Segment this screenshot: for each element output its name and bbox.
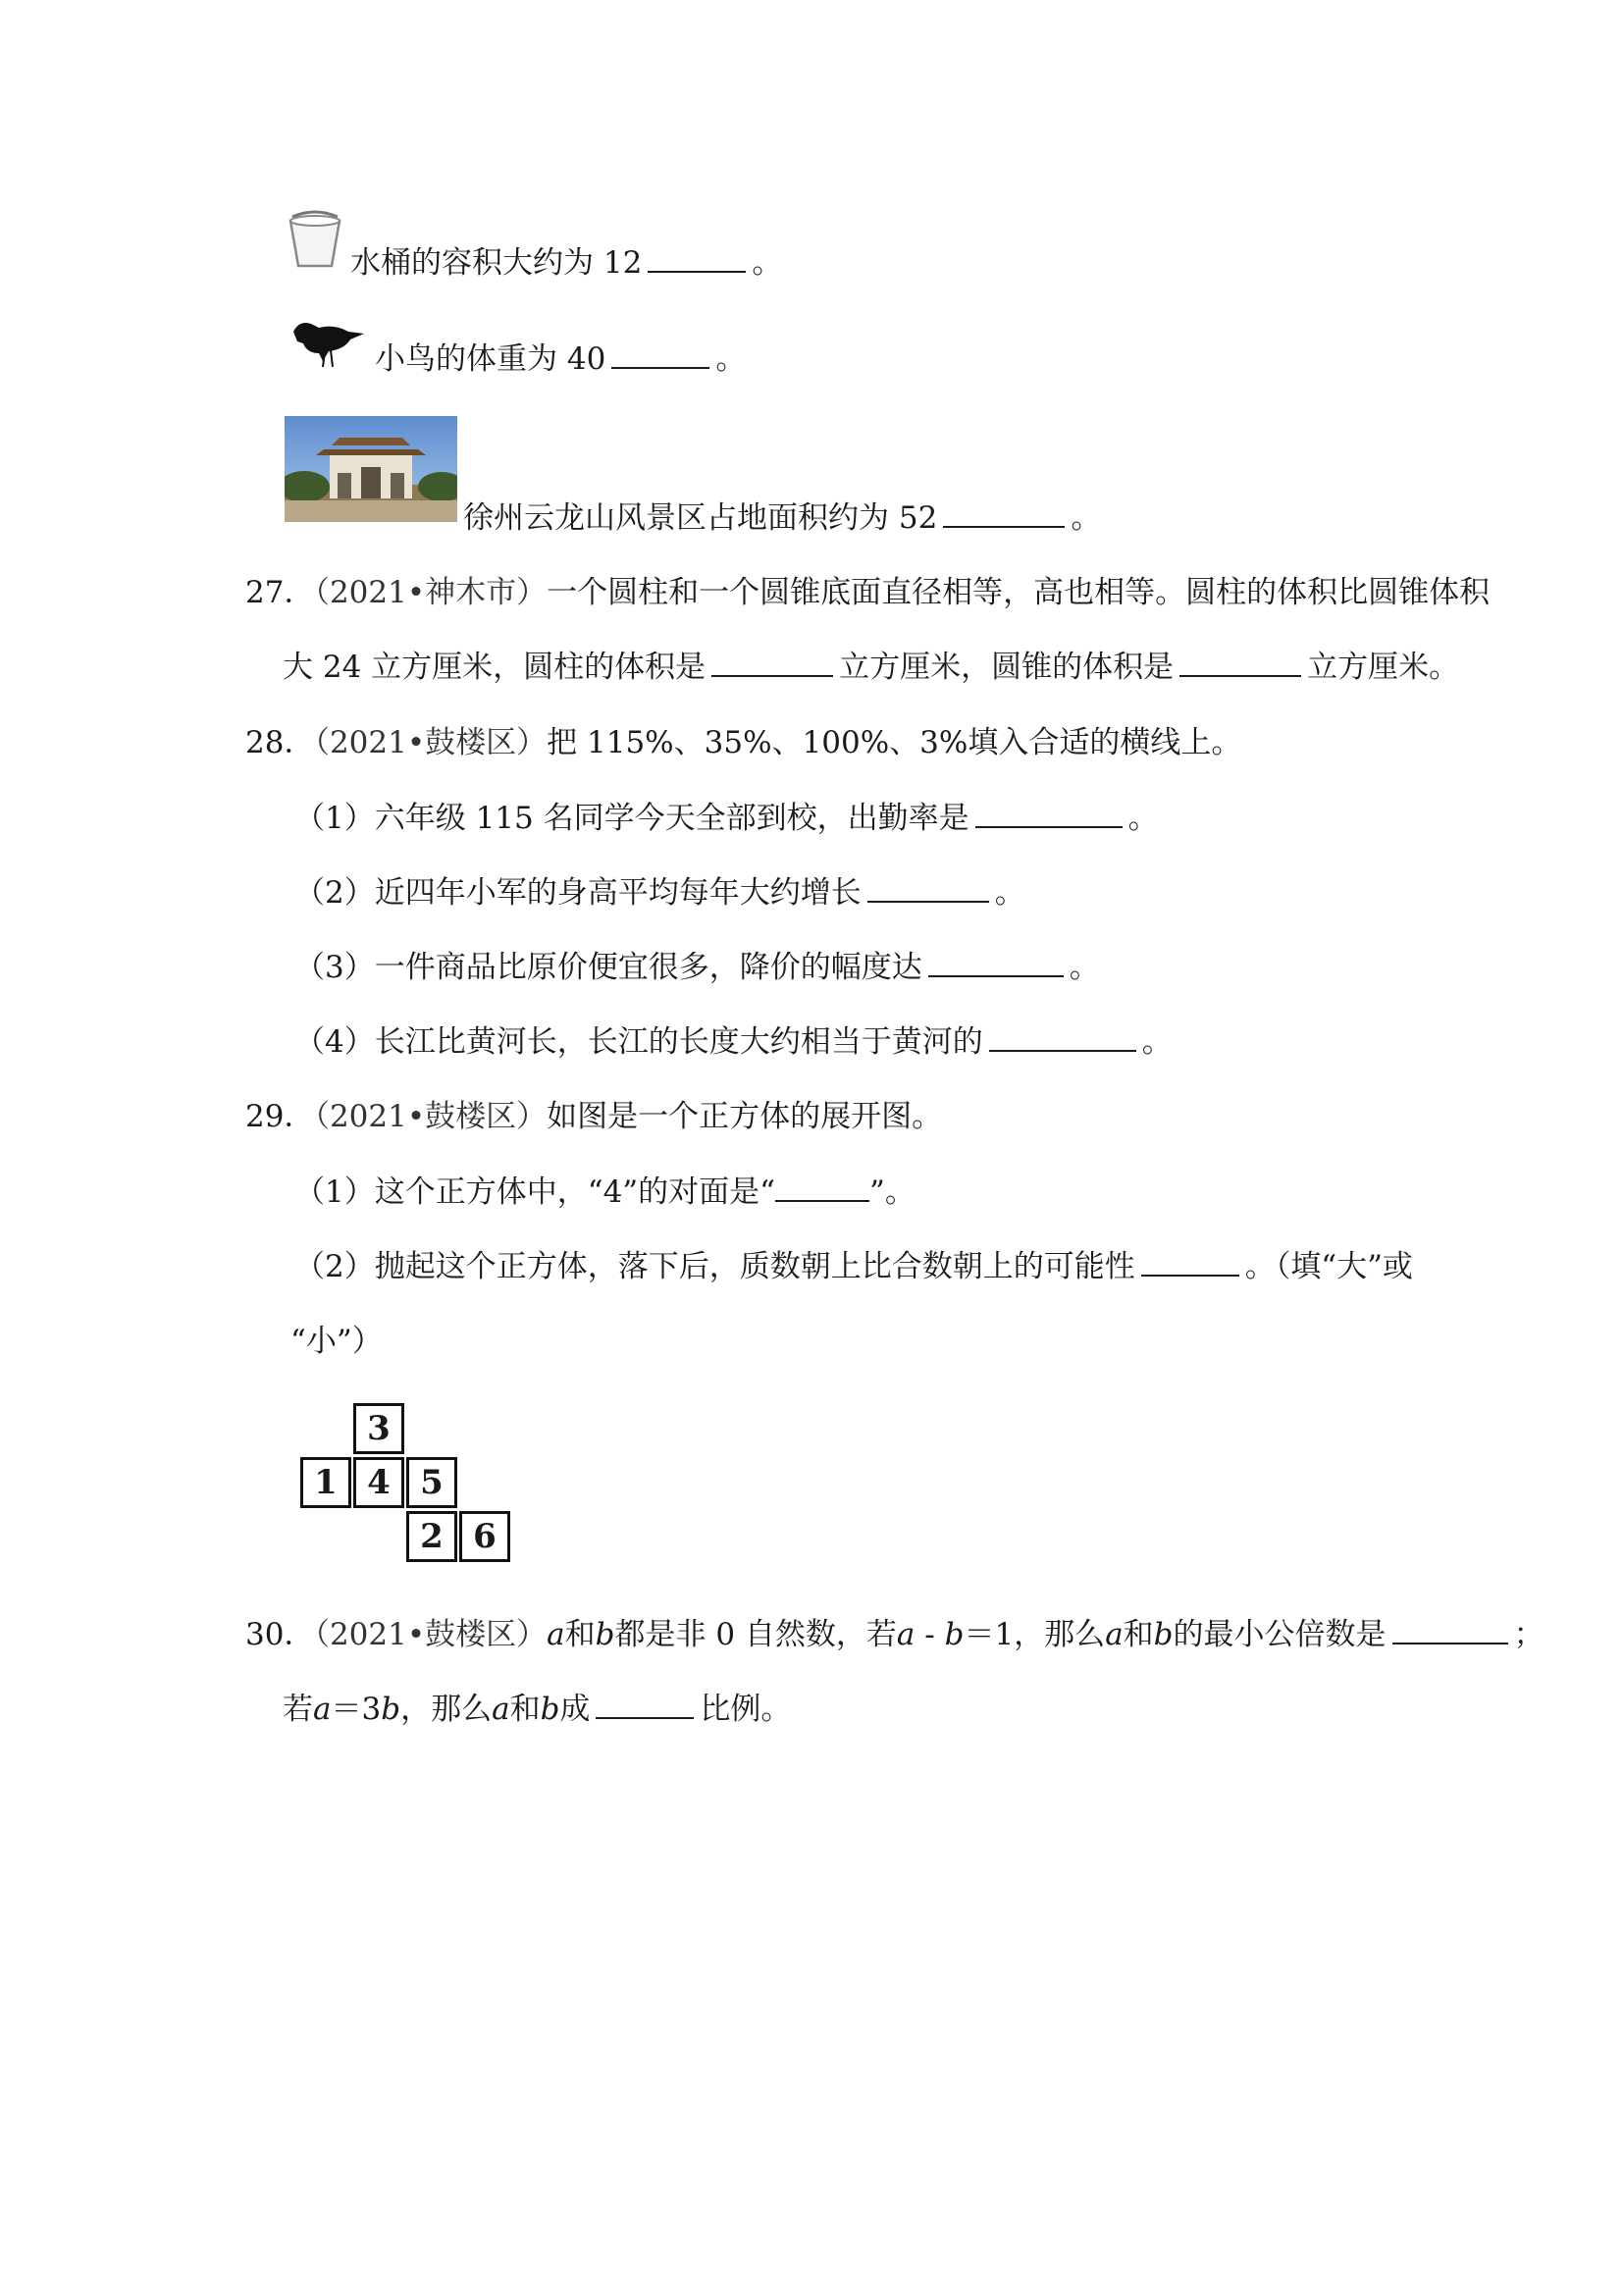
bird-line: 小鸟的体重为 40 。 — [375, 341, 747, 377]
scenic-gate-photo — [285, 416, 457, 522]
answer-blank[interactable] — [928, 948, 1064, 977]
bird-image — [289, 314, 366, 371]
question-number: 27． — [245, 575, 315, 610]
net-cell-2: 2 — [406, 1511, 457, 1562]
question-source: （2021•鼓楼区） — [314, 1617, 548, 1652]
gate-text: 徐州云龙山风景区占地面积约为 52 — [463, 500, 938, 536]
net-cell-6: 6 — [459, 1511, 510, 1562]
question-30-line1: 30．（2021•鼓楼区）a和b都是非 0 自然数，若a - b＝1，那么a和b的最小公倍数是 ； — [245, 1617, 1544, 1652]
answer-blank-lcm[interactable] — [1392, 1615, 1508, 1644]
question-stem: 一个圆柱和一个圆锥底面直径相等，高也相等。圆柱的体积比圆锥体积 — [547, 575, 1491, 610]
question-30-line2: 若a＝3b，那么a和b成 比例。 — [283, 1692, 792, 1727]
bucket-image — [285, 203, 345, 270]
bucket-text: 水桶的容积大约为 12 — [350, 245, 643, 281]
question-stem: 如图是一个正方体的展开图。 — [547, 1099, 943, 1134]
question-source: （2021•鼓楼区） — [314, 1099, 548, 1134]
question-number: 28． — [245, 725, 315, 760]
question-number: 30． — [245, 1617, 315, 1652]
question-number: 29． — [245, 1099, 315, 1134]
question-stem: 把 115%、35%、100%、3%填入合适的横线上。 — [547, 725, 1242, 760]
gate-line: 徐州云龙山风景区占地面积约为 52 。 — [463, 500, 1102, 536]
answer-blank[interactable] — [943, 498, 1065, 528]
answer-blank[interactable] — [867, 873, 989, 903]
question-29-sub2: （2）抛起这个正方体，落下后，质数朝上比合数朝上的可能性 。（填“大”或 — [294, 1249, 1413, 1284]
net-cell-3: 3 — [353, 1403, 404, 1454]
answer-blank[interactable] — [975, 799, 1123, 828]
answer-blank-cylinder[interactable] — [711, 648, 833, 677]
net-cell-4: 4 — [353, 1457, 404, 1508]
question-28-line — [245, 723, 1241, 762]
answer-blank-proportion[interactable] — [596, 1690, 694, 1719]
question-28-sub4: （4）长江比黄河长，长江的长度大约相当于黄河的 。 — [294, 1024, 1173, 1060]
bird-text: 小鸟的体重为 40 — [375, 341, 606, 377]
net-cell-1: 1 — [300, 1457, 351, 1508]
question-29-sub1: （1）这个正方体中，“4”的对面是“ ”。 — [294, 1174, 916, 1210]
answer-blank[interactable] — [1141, 1247, 1239, 1277]
answer-blank[interactable] — [648, 243, 746, 273]
question-28-sub3: （3）一件商品比原价便宜很多，降价的幅度达 。 — [294, 950, 1100, 985]
question-27-line2: 大 24 立方厘米，圆柱的体积是 立方厘米，圆锥的体积是 立方厘米。 — [283, 650, 1460, 685]
question-29-line — [245, 1097, 942, 1136]
net-cell-5: 5 — [406, 1457, 457, 1508]
question-29-sub2-cont: “小”） — [290, 1324, 383, 1359]
question-27-line1 — [245, 573, 1490, 612]
cube-net-figure — [294, 1403, 530, 1575]
answer-blank[interactable] — [611, 339, 709, 369]
answer-blank[interactable] — [775, 1173, 869, 1202]
answer-blank-cone[interactable] — [1179, 648, 1301, 677]
question-28-sub2: （2）近四年小军的身高平均每年大约增长 。 — [294, 875, 1025, 911]
question-source: （2021•鼓楼区） — [314, 725, 548, 760]
question-source: （2021•神木市） — [314, 575, 548, 610]
question-28-sub1: （1）六年级 115 名同学今天全部到校，出勤率是 。 — [294, 801, 1159, 836]
answer-blank[interactable] — [989, 1022, 1136, 1052]
bucket-line: 水桶的容积大约为 12 。 — [350, 245, 783, 281]
